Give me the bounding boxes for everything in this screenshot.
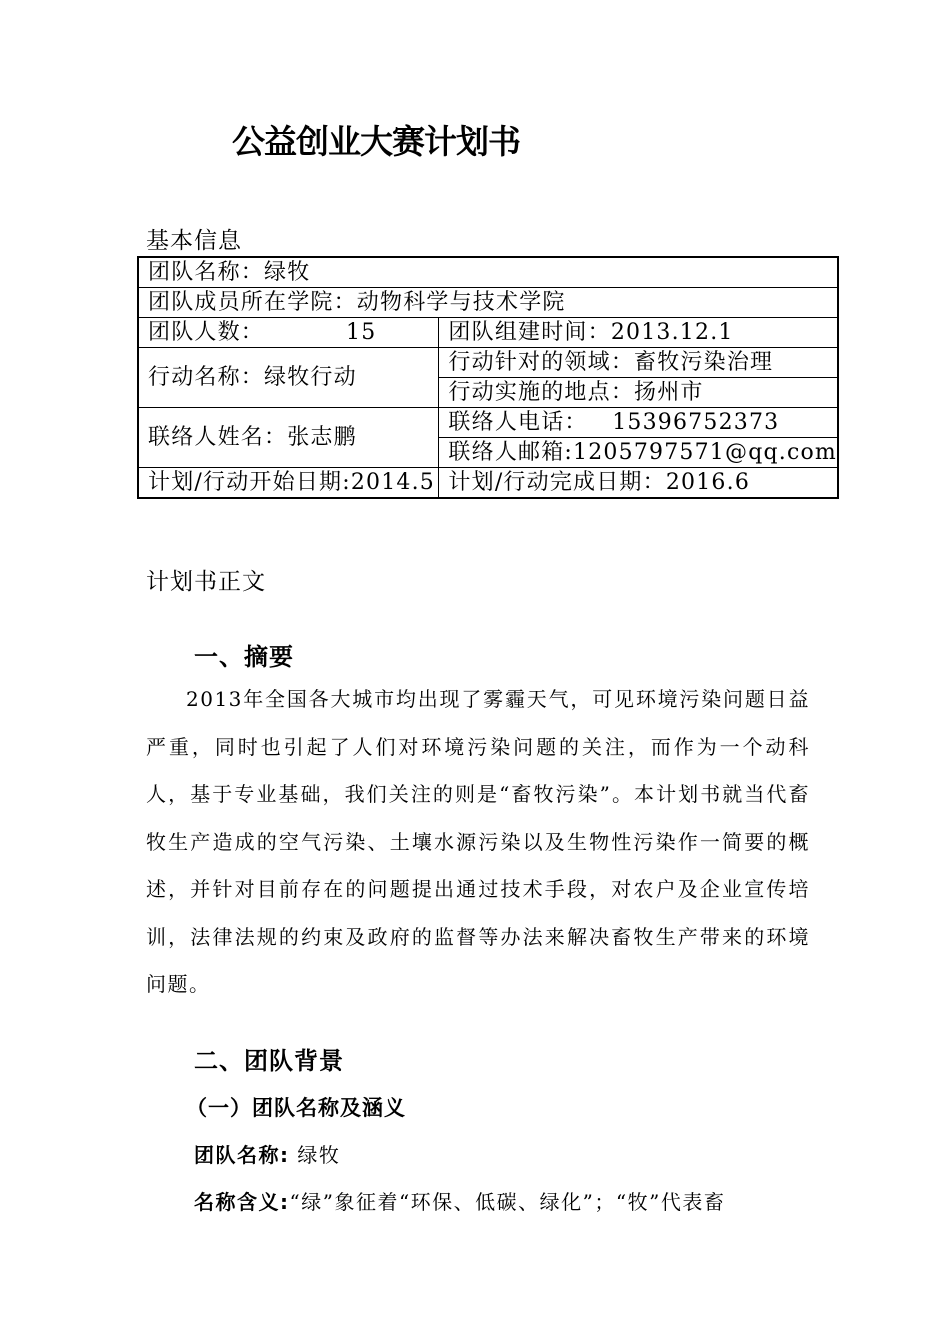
end-date-cell: 计划/行动完成日期：2016.6	[439, 468, 838, 499]
team-name-value: 绿牧	[289, 1143, 341, 1167]
team-background-heading: 二、团队背景	[194, 1047, 344, 1075]
action-field-cell: 行动针对的领域：畜牧污染治理	[439, 348, 838, 378]
table-row	[138, 468, 838, 499]
start-date-cell: 计划/行动开始日期:2014.5	[138, 468, 439, 499]
table-row	[138, 288, 838, 318]
contact-email-cell: 联络人邮箱:1205797571@qq.com	[439, 438, 838, 468]
name-meaning-line	[194, 1186, 725, 1215]
body-label: 计划书正文	[146, 569, 266, 595]
name-meaning-label: 名称含义:	[194, 1190, 290, 1214]
team-size-label: 团队人数：	[148, 319, 265, 345]
team-name-meaning-heading: （一）团队名称及涵义	[186, 1096, 406, 1120]
table-row	[138, 348, 838, 378]
basic-info-table	[137, 256, 839, 499]
abstract-paragraph	[146, 676, 810, 1009]
abstract-text: 2013年全国各大城市均出现了雾霾天气，可见环境污染问题日益严重，同时也引起了人们对环境污染问题的关注，而作为一个动科人，基于专业基础，我们关注的则是“畜牧污染”。本计划书就当代畜牧生产造成的空气污染、土壤水源污染以及生物性污染作一简要的概述，并针对目前存在的问题提出通过技术手段，对农户及企业宣传培训，法律法规的约束及政府的监督等办法来解决畜牧生产带来的环境问题。	[146, 687, 810, 996]
team-name-label: 团队名称:	[194, 1143, 290, 1167]
table-row	[138, 408, 838, 438]
document-title: 公益创业大赛计划书	[232, 122, 520, 161]
table-row	[138, 257, 838, 288]
basic-info-label: 基本信息	[146, 228, 242, 254]
contact-name-cell: 联络人姓名：张志鹏	[138, 408, 439, 468]
contact-phone-cell: 联络人电话： 15396752373	[439, 408, 838, 438]
founded-cell: 团队组建时间：2013.12.1	[439, 318, 838, 348]
team-name-line	[194, 1139, 340, 1168]
table-row	[138, 318, 838, 348]
team-name-cell: 团队名称：绿牧	[138, 257, 838, 288]
college-cell: 团队成员所在学院：动物科学与技术学院	[138, 288, 838, 318]
team-size-cell	[138, 318, 439, 348]
team-size-value: 15	[346, 319, 377, 345]
action-name-cell: 行动名称：绿牧行动	[138, 348, 439, 408]
abstract-heading: 一、摘要	[194, 643, 294, 671]
action-location-cell: 行动实施的地点：扬州市	[439, 378, 838, 408]
name-meaning-value: “绿”象征着“环保、低碳、绿化”；“牧”代表畜	[289, 1190, 726, 1214]
